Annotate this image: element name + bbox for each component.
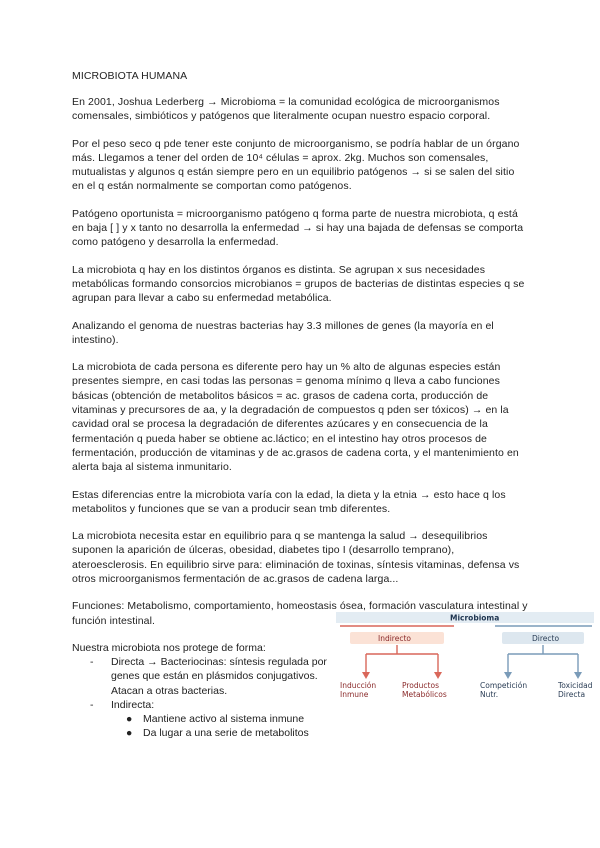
leaf-toxicidad-line1: Toxicidad — [558, 681, 593, 690]
paragraph: La microbiota q hay en los distintos órganos es distinta. Se agrupan x sus necesidades metabólicas formando consorcios microbianos = grupos de bacterias de distintas especies q se agrupan para llevar a cabo su enfermedad metabólica. — [72, 263, 525, 305]
sublist-item — [90, 712, 330, 726]
bullet-icon: ● — [126, 713, 133, 726]
sublist-item — [90, 726, 330, 740]
microbioma-diagram — [330, 606, 598, 710]
leaf-productos-line1: Productos — [402, 681, 439, 690]
list-dash: - — [90, 698, 94, 711]
arrowhead-icon — [574, 672, 582, 679]
paragraph: Analizando el genoma de nuestras bacterias hay 3.3 millones de genes (la mayoría en el intestino). — [72, 319, 494, 346]
paragraph: La microbiota necesita estar en equilibrio para q se mantenga la salud → desequilibrios suponen la aparición de úlceras, obesidad, diabetes tipo I (desarrollo temprano), ateroesclerosis. En equilibrio sirve para: eliminación de toxinas, síntesis vitaminas, defensa vs otros microorganismos fermentación de ac.grasos de cadena larga... — [72, 530, 520, 586]
list-dash: - — [90, 656, 94, 668]
sublist-item-text: Mantiene activo al sistema inmune — [143, 713, 305, 726]
paragraph: En 2001, Joshua Lederberg → Microbioma = la comunidad ecológica de microorganismos comensales, simbióticos y patógenos que literalmente ocupan nuestro espacio corporal. — [72, 96, 500, 123]
document-body — [72, 70, 528, 670]
bullet-icon: ● — [126, 727, 133, 740]
leaf-induccion-line2: Inmune — [340, 690, 369, 699]
list-item-text: Directa → Bacteriocinas: síntesis regulada por genes que están en plásmidos conjugativos. Atacan a otras bacterias. — [111, 656, 327, 697]
leaf-toxicidad-line2: Directa — [558, 690, 586, 699]
direct-label: Directo — [532, 634, 560, 643]
paragraph: La microbiota de cada persona es diferente pero hay un % alto de algunas especies están presentes siempre, en casi todas las personas = genoma mínimo q lleva a cabo funciones básicas (obtención de metabolitos básicos = ac. grasos de cadena corta, producción de vitaminas y precursores de aa, y la degradación de compuestos q pden ser tóxicos) → en la cavidad oral se procesa la degradación de diferentes azúcares y en consecuencia de la fermentación q pueda haber se obtiene ac.láctico; en el intestino hay otros procesos de fermentación, producción de vitaminas y de ac.grasos de cadena corta, y el mantenimiento en alerta baja al sistema inmunitario. — [72, 361, 519, 474]
leaf-productos-line2: Metabólicos — [402, 690, 447, 699]
arrowhead-icon — [362, 672, 370, 679]
paragraph: Patógeno oportunista = microorganismo patógeno q forma parte de nuestra microbiota, q está en baja [ ] y x tanto no desarrolla la enfermedad → si hay una bajada de defensas se comporta como patógeno y desarrolla la enfermedad. — [72, 207, 524, 249]
paragraph: Por el peso seco q pde tener este conjunto de microorganismo, se podría hablar de un órgano más. Llegamos a tener del orden de 10⁴ células = aprox. 2kg. Muchos son comensales, mutualistas y algunos q están siempre pero en un equilibrio patógenos → si se salen del sitio en el q están normalmente se comportan como patógenos. — [72, 137, 520, 193]
paragraph: Funciones: Metabolismo, comportamiento, homeostasis ósea, formación vasculatura intestinal y función intestinal. — [72, 600, 528, 627]
arrowhead-icon — [504, 672, 512, 679]
list-item-text: Indirecta: — [111, 698, 155, 711]
document-title: MICROBIOTA HUMANA — [72, 70, 188, 82]
sublist-item-text: Da lugar a una serie de metabolitos — [143, 727, 309, 740]
indirect-label: Indirecto — [378, 634, 411, 643]
leaf-competicion-line2: Nutr. — [480, 690, 499, 699]
arrowhead-icon — [434, 672, 442, 679]
list-item-indirect — [90, 698, 330, 712]
diagram-root-label: Microbioma — [450, 613, 500, 623]
paragraph: Estas diferencias entre la microbiota varía con la edad, la dieta y la etnia → esto hace q los metabolitos y funciones que se van a producir sean tmb diferentes. — [72, 488, 506, 515]
protection-list — [90, 655, 330, 741]
leaf-induccion-line1: Inducción — [340, 681, 377, 690]
list-item-direct — [90, 655, 330, 698]
leaf-competicion-line1: Competición — [480, 681, 528, 690]
protection-intro: Nuestra microbiota nos protege de forma: — [72, 641, 266, 654]
